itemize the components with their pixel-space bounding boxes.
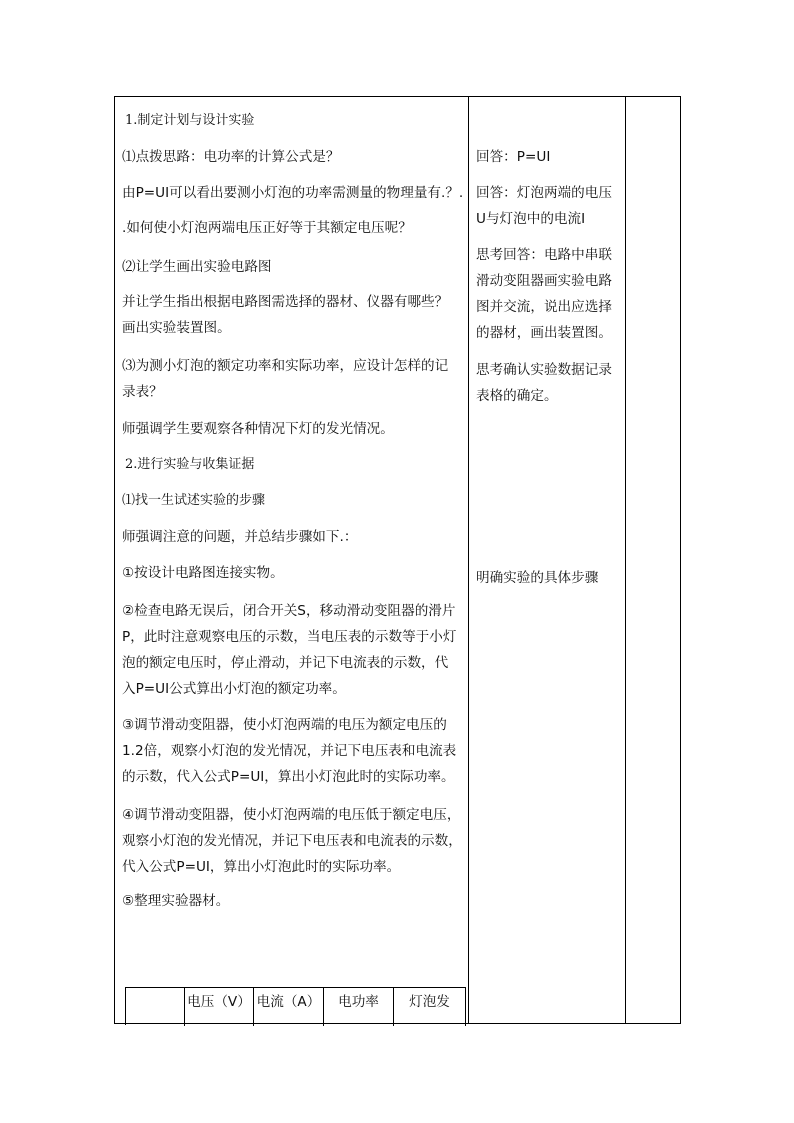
paragraph: 图并交流，说出应选择 — [476, 299, 612, 315]
lesson-table — [114, 96, 681, 1024]
paragraph: 观察小灯泡的发光情况，并记下电压表和电流表的示数， — [122, 833, 462, 849]
paragraph: 表格的确定。 — [476, 388, 558, 404]
paragraph: ④调节滑动变阻器，使小灯泡两端的电压低于额定电压， — [122, 807, 461, 823]
record-table-header: 灯泡发 — [394, 988, 466, 1026]
paragraph: 泡的额定电压时，停止滑动，并记下电流表的示数，代 — [122, 655, 449, 671]
record-table-header: 电压（V） — [185, 988, 254, 1026]
paragraph: ①按设计电路图连接实物。 — [122, 565, 284, 581]
paragraph: 1.2倍，观察小灯泡的发光情况，并记下电压表和电流表 — [122, 743, 457, 759]
column-divider — [625, 97, 626, 1023]
paragraph: ⑤整理实验器材。 — [122, 893, 230, 909]
paragraph: 明确实验的具体步骤 — [476, 570, 599, 586]
paragraph: 入P=UI公式算出小灯泡的额定功率。 — [122, 681, 346, 697]
paragraph: 录表？ — [122, 384, 163, 400]
section-heading: 1.制定计划与设计实验 — [125, 113, 255, 128]
paragraph: 的器材，画出装置图。 — [476, 325, 612, 341]
record-table-header: 电流（A） — [254, 988, 324, 1026]
paragraph: 代入公式P=UI，算出小灯泡此时的实际功率。 — [122, 859, 401, 875]
paragraph: P，此时注意观察电压的示数，当电压表的示数等于小灯 — [122, 629, 457, 645]
record-table-header — [126, 988, 185, 1026]
record-table — [125, 987, 466, 1025]
paragraph: ⑵让学生画出实验电路图 — [122, 259, 272, 275]
paragraph: 回答：P=UI — [476, 149, 551, 165]
paragraph: 师强调学生要观察各种情况下灯的发光情况。 — [122, 421, 394, 437]
paragraph: 师强调注意的问题，并总结步骤如下.： — [122, 529, 358, 545]
paragraph: 并让学生指出根据电路图需选择的器材、仪器有哪些？ — [122, 294, 449, 310]
paragraph: ⑴点拨思路：电功率的计算公式是？ — [122, 149, 340, 165]
section-heading: 2.进行实验与收集证据 — [125, 457, 255, 472]
paragraph: 由P=UI可以看出要测小灯泡的功率需测量的物理量有.？. — [122, 185, 464, 201]
paragraph: ⑶为测小灯泡的额定功率和实际功率，应设计怎样的记 — [122, 358, 449, 374]
column-divider — [468, 97, 469, 1023]
paragraph: 思考回答：电路中串联 — [476, 247, 612, 263]
paragraph: 画出实验装置图。 — [122, 320, 231, 336]
paragraph: ③调节滑动变阻器，使小灯泡两端的电压为额定电压的 — [122, 717, 447, 733]
paragraph: U与灯泡中的电流I — [476, 211, 586, 227]
paragraph: 的示数，代入公式P=UI，算出小灯泡此时的实际功率。 — [122, 769, 455, 785]
paragraph: ②检查电路无误后，闭合开关S，移动滑动变阻器的滑片 — [122, 603, 456, 619]
paragraph: 思考确认实验数据记录 — [476, 362, 612, 378]
record-table-header: 电功率 — [324, 988, 394, 1026]
paragraph: ⑴找一生试述实验的步骤 — [122, 493, 266, 508]
paragraph: 回答：灯泡两端的电压 — [476, 185, 612, 201]
paragraph: 滑动变阻器画实验电路 — [476, 273, 612, 289]
paragraph: .如何使小灯泡两端电压正好等于其额定电压呢？ — [122, 220, 412, 236]
